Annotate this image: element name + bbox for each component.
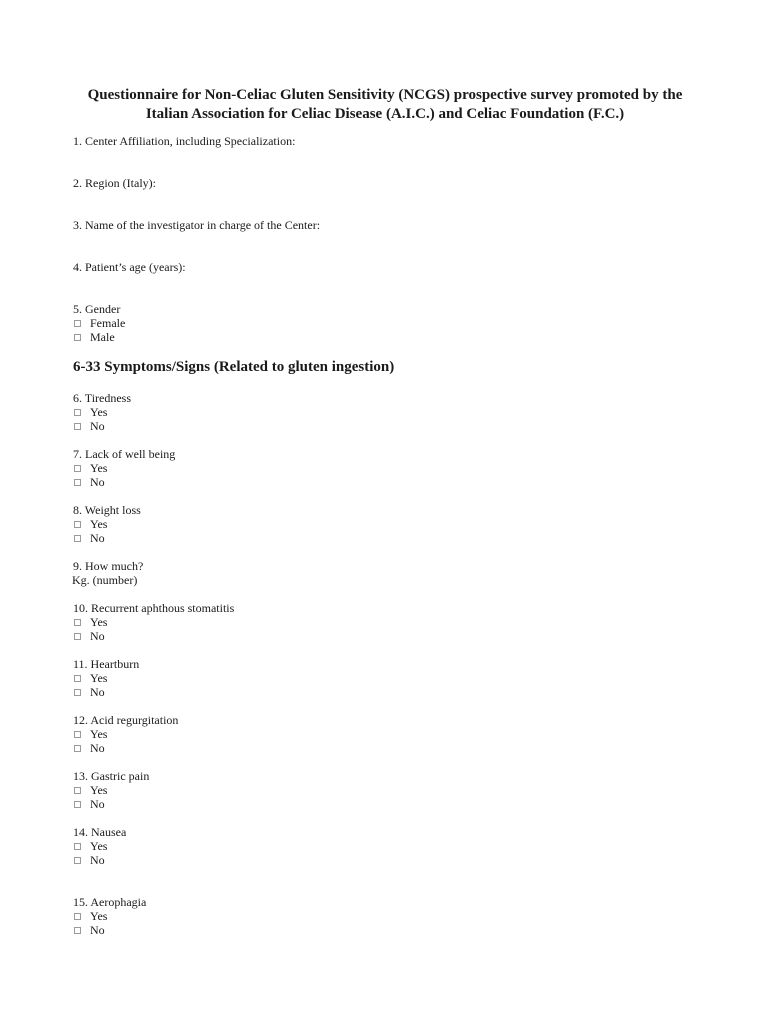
option-label: No bbox=[90, 853, 105, 867]
option-no[interactable] bbox=[73, 475, 175, 489]
question-7-label: 7. Lack of well being bbox=[73, 447, 176, 461]
option-yes[interactable] bbox=[73, 671, 139, 685]
option-label: Male bbox=[90, 330, 115, 344]
option-yes[interactable] bbox=[73, 909, 146, 923]
question-12-label: 12. Acid regurgitation bbox=[73, 713, 179, 727]
checkbox-icon[interactable] bbox=[74, 320, 81, 327]
option-label: No bbox=[90, 419, 105, 433]
option-yes[interactable] bbox=[73, 783, 149, 797]
question-14-nausea bbox=[73, 825, 126, 867]
option-no[interactable] bbox=[73, 797, 149, 811]
page-title bbox=[40, 86, 730, 124]
option-label: No bbox=[90, 685, 105, 699]
question-10-label: 10. Recurrent aphthous stomatitis bbox=[73, 601, 235, 615]
option-label: Yes bbox=[90, 727, 108, 741]
option-female[interactable] bbox=[73, 316, 125, 330]
question-9-label: 9. How much? bbox=[73, 559, 144, 573]
option-label: No bbox=[90, 797, 105, 811]
option-no[interactable] bbox=[73, 419, 131, 433]
question-7-lack-of-well-being bbox=[73, 447, 175, 489]
checkbox-icon[interactable] bbox=[74, 334, 81, 341]
question-13-label: 13. Gastric pain bbox=[73, 769, 150, 783]
question-12-acid-regurgitation bbox=[73, 713, 178, 755]
question-2-label: 2. Region (Italy): bbox=[73, 176, 156, 190]
question-15-aerophagia bbox=[73, 895, 146, 937]
option-label: No bbox=[90, 629, 105, 643]
option-label: No bbox=[90, 531, 105, 545]
option-label: Female bbox=[90, 316, 126, 330]
question-3-label: 3. Name of the investigator in charge of the Center: bbox=[73, 218, 321, 232]
checkbox-icon[interactable] bbox=[74, 479, 81, 486]
option-label: Yes bbox=[90, 405, 108, 419]
checkbox-icon[interactable] bbox=[74, 787, 81, 794]
title-line-1: Questionnaire for Non-Celiac Gluten Sensitivity (NCGS) prospective survey promoted by the bbox=[87, 87, 683, 103]
checkbox-icon[interactable] bbox=[74, 521, 81, 528]
checkbox-icon[interactable] bbox=[74, 913, 81, 920]
option-label: Yes bbox=[90, 839, 108, 853]
option-label: No bbox=[90, 741, 105, 755]
question-14-label: 14. Nausea bbox=[73, 825, 127, 839]
checkbox-icon[interactable] bbox=[74, 535, 81, 542]
option-yes[interactable] bbox=[73, 727, 178, 741]
question-5-gender bbox=[73, 302, 125, 344]
question-1 bbox=[73, 134, 295, 148]
question-5-label: 5. Gender bbox=[73, 302, 121, 316]
checkbox-icon[interactable] bbox=[74, 423, 81, 430]
option-no[interactable] bbox=[73, 853, 126, 867]
question-11-heartburn bbox=[73, 657, 139, 699]
question-2 bbox=[73, 176, 156, 190]
checkbox-icon[interactable] bbox=[74, 465, 81, 472]
option-label: Yes bbox=[90, 461, 108, 475]
checkbox-icon[interactable] bbox=[74, 927, 81, 934]
option-no[interactable] bbox=[73, 923, 146, 937]
question-13-gastric-pain bbox=[73, 769, 149, 811]
option-label: Yes bbox=[90, 671, 108, 685]
title-line-2: Italian Association for Celiac Disease (A.I.C.) and Celiac Foundation (F.C.) bbox=[145, 106, 625, 122]
question-10-aphthous-stomatitis bbox=[73, 601, 234, 643]
question-6-label: 6. Tiredness bbox=[73, 391, 132, 405]
question-6-tiredness bbox=[73, 391, 131, 433]
checkbox-icon[interactable] bbox=[74, 619, 81, 626]
checkbox-icon[interactable] bbox=[74, 731, 81, 738]
option-yes[interactable] bbox=[73, 839, 126, 853]
checkbox-icon[interactable] bbox=[74, 409, 81, 416]
checkbox-icon[interactable] bbox=[74, 675, 81, 682]
option-label: No bbox=[90, 475, 105, 489]
option-no[interactable] bbox=[73, 531, 141, 545]
option-yes[interactable] bbox=[73, 405, 131, 419]
option-label: Yes bbox=[90, 783, 108, 797]
question-3 bbox=[73, 218, 320, 232]
question-8-weight-loss bbox=[73, 503, 141, 545]
question-15-label: 15. Aerophagia bbox=[73, 895, 147, 909]
section-heading-symptoms: 6-33 Symptoms/Signs (Related to gluten ingestion) bbox=[73, 359, 395, 375]
option-yes[interactable] bbox=[73, 615, 234, 629]
checkbox-icon[interactable] bbox=[74, 633, 81, 640]
question-4 bbox=[73, 260, 186, 274]
checkbox-icon[interactable] bbox=[74, 857, 81, 864]
checkbox-icon[interactable] bbox=[74, 843, 81, 850]
option-no[interactable] bbox=[73, 741, 178, 755]
question-11-label: 11. Heartburn bbox=[73, 657, 140, 671]
option-no[interactable] bbox=[73, 629, 234, 643]
question-1-label: 1. Center Affiliation, including Specialization: bbox=[73, 134, 296, 148]
option-yes[interactable] bbox=[73, 517, 141, 531]
option-yes[interactable] bbox=[73, 461, 175, 475]
checkbox-icon[interactable] bbox=[74, 801, 81, 808]
question-9-how-much bbox=[73, 559, 143, 587]
option-male[interactable] bbox=[73, 330, 125, 344]
option-label: Yes bbox=[90, 517, 108, 531]
checkbox-icon[interactable] bbox=[74, 745, 81, 752]
checkbox-icon[interactable] bbox=[74, 689, 81, 696]
option-label: Yes bbox=[90, 909, 108, 923]
question-4-label: 4. Patient’s age (years): bbox=[73, 260, 186, 274]
option-label: Yes bbox=[90, 615, 108, 629]
question-9-sublabel: Kg. (number) bbox=[72, 573, 138, 587]
question-8-label: 8. Weight loss bbox=[73, 503, 141, 517]
option-label: No bbox=[90, 923, 105, 937]
option-no[interactable] bbox=[73, 685, 139, 699]
